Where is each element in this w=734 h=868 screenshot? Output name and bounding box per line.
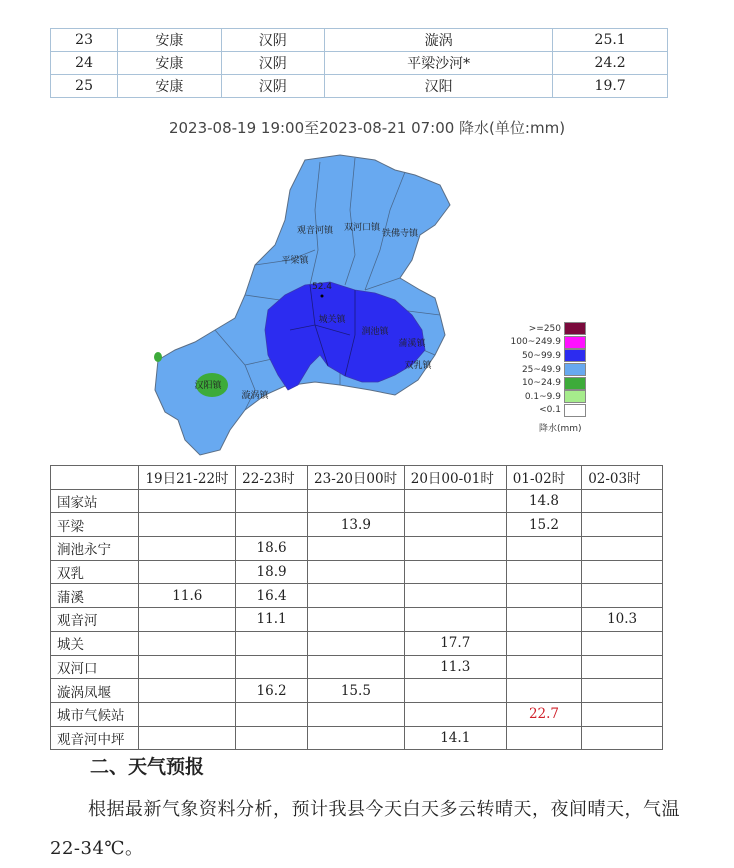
table-cell: 平梁沙河*: [324, 52, 552, 75]
table-row: [51, 537, 663, 561]
legend-item: [505, 336, 586, 350]
table-row: [51, 702, 663, 726]
legend-item: [505, 376, 586, 390]
table-cell: 漩涡: [324, 29, 552, 52]
rain-value: [582, 702, 663, 726]
station-name: 国家站: [51, 489, 139, 513]
table-cell: 24: [51, 52, 118, 75]
station-name: 观音河: [51, 608, 139, 632]
rain-value: 15.2: [506, 513, 581, 537]
rain-value: [506, 679, 581, 703]
forecast-paragraph: 根据最新气象资料分析，预计我县今天白天多云转晴天，夜间晴天，气温22-34℃。: [50, 799, 680, 859]
rain-value: 16.4: [236, 584, 308, 608]
rain-value: [506, 726, 581, 750]
rain-value: [506, 608, 581, 632]
rain-value: [404, 560, 506, 584]
rain-value: [582, 726, 663, 750]
table-row: [51, 655, 663, 679]
column-header: 20日00-01时: [404, 466, 506, 490]
rain-value: [308, 608, 405, 632]
town-label: 城关镇: [318, 315, 346, 325]
rain-value: 13.9: [308, 513, 405, 537]
table-row: [51, 679, 663, 703]
rain-value: [139, 560, 236, 584]
rain-value: [506, 631, 581, 655]
table-row: [51, 52, 668, 75]
rain-value: [582, 679, 663, 703]
rain-value: [582, 513, 663, 537]
town-label: 蒲溪镇: [398, 339, 426, 349]
rain-value: [582, 560, 663, 584]
rain-value: [506, 584, 581, 608]
rain-value: [506, 655, 581, 679]
rain-value: [139, 655, 236, 679]
table-cell: 安康: [118, 52, 221, 75]
column-header: [51, 466, 139, 490]
legend-swatch: [564, 377, 586, 390]
rain-value: [139, 537, 236, 561]
table-cell: 23: [51, 29, 118, 52]
table-cell: 19.7: [553, 75, 668, 98]
station-name: 城市气候站: [51, 702, 139, 726]
table-cell: 安康: [118, 75, 221, 98]
legend-item: [505, 404, 586, 418]
rain-value: 14.1: [404, 726, 506, 750]
legend-label: 10~24.9: [521, 378, 561, 389]
rain-value: 18.6: [236, 537, 308, 561]
rain-value: [308, 584, 405, 608]
rain-value: [404, 513, 506, 537]
table-cell: 汉阴: [221, 29, 324, 52]
rain-value: [139, 726, 236, 750]
rain-value: [308, 726, 405, 750]
precipitation-map: [150, 150, 460, 460]
rain-value: [236, 489, 308, 513]
section-heading: 二、天气预报: [90, 756, 205, 778]
station-name: 观音河中坪: [51, 726, 139, 750]
town-label: 涧池镇: [361, 327, 389, 337]
rain-value: [236, 702, 308, 726]
column-header: 02-03时: [582, 466, 663, 490]
table-row: [51, 75, 668, 98]
rain-value: [308, 702, 405, 726]
legend-swatch: [564, 322, 586, 335]
rain-value: 18.9: [236, 560, 308, 584]
rain-value: [582, 537, 663, 561]
rain-value: [404, 679, 506, 703]
town-label: 双乳镇: [404, 361, 432, 371]
legend-swatch: [564, 349, 586, 362]
rain-value: 11.3: [404, 655, 506, 679]
peak-value: 52.4: [311, 282, 333, 292]
table-row: [51, 560, 663, 584]
legend-item: [505, 322, 586, 336]
legend-label: <0.1: [539, 405, 561, 416]
rain-value: 15.5: [308, 679, 405, 703]
rain-value: [139, 608, 236, 632]
rain-value: [308, 489, 405, 513]
legend-label: >=250: [528, 323, 561, 334]
map-legend: [505, 322, 586, 434]
town-label: 双河口镇: [343, 223, 381, 233]
rain-value: [308, 560, 405, 584]
rain-value: [308, 537, 405, 561]
rain-value: 16.2: [236, 679, 308, 703]
rain-value: 17.7: [404, 631, 506, 655]
legend-label: 100~249.9: [510, 337, 561, 348]
rain-value: [308, 655, 405, 679]
column-header: 23-20日00时: [308, 466, 405, 490]
station-name: 双乳: [51, 560, 139, 584]
hourly-rain-table: [50, 465, 663, 750]
town-label: 观音河镇: [296, 226, 334, 236]
town-label: 汉阳镇: [194, 381, 222, 391]
rain-value: [236, 631, 308, 655]
rain-value: 11.1: [236, 608, 308, 632]
station-name: 涧池永宁: [51, 537, 139, 561]
rain-value: [139, 631, 236, 655]
table-cell: 24.2: [553, 52, 668, 75]
town-label: 铁佛寺镇: [381, 229, 419, 239]
rain-value: 11.6: [139, 584, 236, 608]
table-row: [51, 608, 663, 632]
table-row: [51, 584, 663, 608]
town-label: 平梁镇: [281, 256, 309, 266]
rain-value: [139, 702, 236, 726]
station-name: 双河口: [51, 655, 139, 679]
table-row: [51, 631, 663, 655]
rain-value: 22.7: [506, 702, 581, 726]
station-name: 平梁: [51, 513, 139, 537]
legend-item: [505, 363, 586, 377]
rain-value: [236, 726, 308, 750]
rain-value: [308, 631, 405, 655]
rain-value: [506, 537, 581, 561]
table-row: [51, 489, 663, 513]
town-label: 漩涡镇: [241, 391, 269, 401]
legend-swatch: [564, 404, 586, 417]
station-name: 漩涡凤堰: [51, 679, 139, 703]
legend-swatch: [564, 390, 586, 403]
rain-value: [582, 655, 663, 679]
rain-value: [582, 489, 663, 513]
table-row: [51, 513, 663, 537]
legend-caption: 降水(mm): [539, 424, 582, 435]
table-cell: 汉阴: [221, 52, 324, 75]
legend-label: 0.1~9.9: [524, 391, 561, 402]
column-header: 19日21-22时: [139, 466, 236, 490]
rain-value: 10.3: [582, 608, 663, 632]
table-cell: 25.1: [553, 29, 668, 52]
rain-value: [236, 655, 308, 679]
table-cell: 汉阴: [221, 75, 324, 98]
rain-value: [236, 513, 308, 537]
legend-item: [505, 390, 586, 404]
table-cell: 25: [51, 75, 118, 98]
rain-value: [139, 679, 236, 703]
rain-value: [582, 631, 663, 655]
legend-swatch: [564, 336, 586, 349]
rain-value: [139, 489, 236, 513]
column-header: 01-02时: [506, 466, 581, 490]
map-title: 2023-08-19 19:00至2023-08-21 07:00 降水(单位:mm): [168, 119, 566, 137]
rain-value: [404, 537, 506, 561]
rain-value: [139, 513, 236, 537]
station-name: 蒲溪: [51, 584, 139, 608]
rain-value: [404, 608, 506, 632]
top-rain-table: [50, 28, 668, 98]
rain-value: 14.8: [506, 489, 581, 513]
station-name: 城关: [51, 631, 139, 655]
rain-value: [404, 702, 506, 726]
table-cell: 安康: [118, 29, 221, 52]
legend-item: [505, 349, 586, 363]
rain-value: [404, 489, 506, 513]
legend-label: 25~49.9: [521, 364, 561, 375]
table-row: [51, 29, 668, 52]
legend-label: 50~99.9: [521, 350, 561, 361]
table-row: [51, 726, 663, 750]
rain-value: [404, 584, 506, 608]
legend-swatch: [564, 363, 586, 376]
rain-value: [506, 560, 581, 584]
column-header: 22-23时: [236, 466, 308, 490]
rain-value: [582, 584, 663, 608]
table-cell: 汉阳: [324, 75, 552, 98]
